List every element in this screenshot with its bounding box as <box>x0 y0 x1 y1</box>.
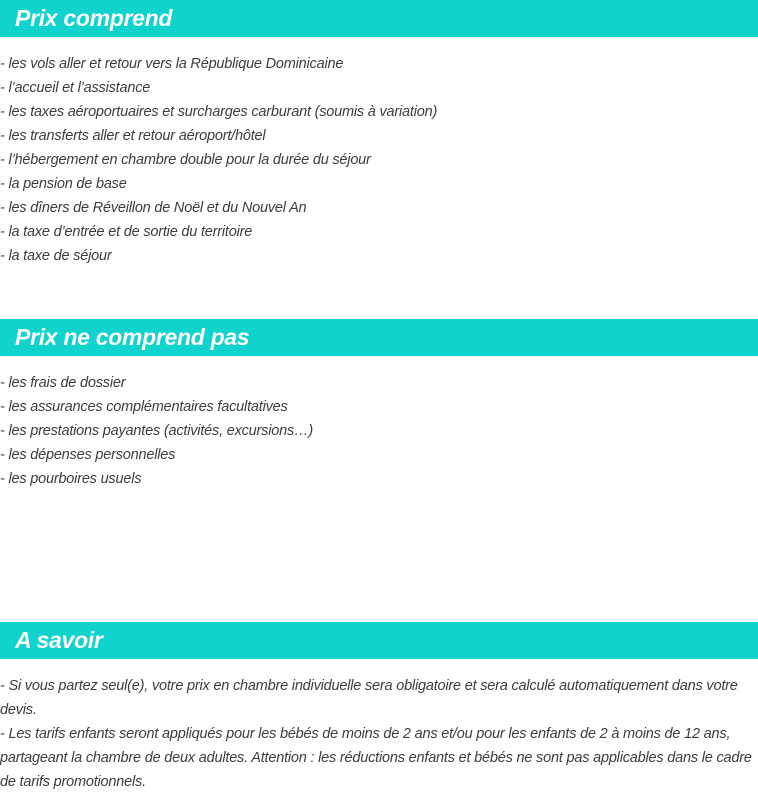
list-item: - les prestations payantes (activités, excursions…) <box>0 423 313 439</box>
section-title-a-savoir: A savoir <box>0 622 758 659</box>
list-item: - l’hébergement en chambre double pour la durée du séjour <box>0 152 371 168</box>
section-title-prix-ne-comprend-pas: Prix ne comprend pas <box>0 319 758 356</box>
list-item: - l’accueil et l’assistance <box>0 80 151 96</box>
included-items-list <box>0 37 758 268</box>
section-prix-comprend <box>0 0 758 268</box>
list-item: - les taxes aéroportuaires et surcharges carburant (soumis à variation) <box>0 104 438 120</box>
list-item: - la taxe d’entrée et de sortie du territoire <box>0 224 253 240</box>
list-item: - Les tarifs enfants seront appliqués pour les bébés de moins de 2 ans et/ou pour les enfants de 2 à moins de 12 ans, partageant la chambre de deux adultes. Attention : les réductions enfants et bébés ne sont pas applicables dans le cadre de tarifs promotionnels. <box>0 726 752 790</box>
section-title-prix-comprend: Prix comprend <box>0 0 758 37</box>
list-item: - Si vous partez seul(e), votre prix en chambre individuelle sera obligatoire et sera calculé automatiquement dans votre devis. <box>0 678 738 718</box>
list-item: - les dîners de Réveillon de Noël et du Nouvel An <box>0 200 307 216</box>
list-item: - les vols aller et retour vers la République Dominicaine <box>0 56 344 72</box>
list-item: - la taxe de séjour <box>0 248 112 264</box>
list-item: - les frais de dossier <box>0 375 126 391</box>
excluded-items-list <box>0 356 758 491</box>
section-prix-ne-comprend-pas <box>0 319 758 491</box>
notes-list <box>0 659 758 794</box>
list-item: - les transferts aller et retour aéroport/hôtel <box>0 128 266 144</box>
section-a-savoir <box>0 622 758 794</box>
list-item: - la pension de base <box>0 176 127 192</box>
list-item: - les assurances complémentaires facultatives <box>0 399 288 415</box>
list-item: - les dépenses personnelles <box>0 447 176 463</box>
list-item: - les pourboires usuels <box>0 471 142 487</box>
